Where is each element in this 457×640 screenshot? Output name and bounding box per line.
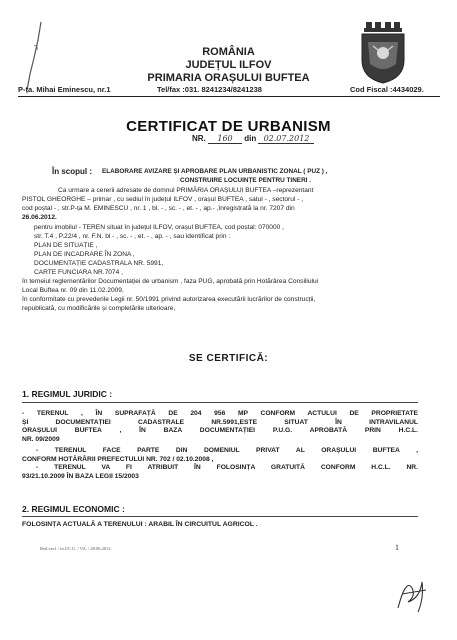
city-hall-name: PRIMARIA ORAȘULUI BUFTEA [147, 72, 310, 84]
fiscal-code-text: Cod Fiscal :4434029. [350, 85, 424, 94]
body-line: pentru imobilul - TEREN situat în județul ILFOV, orașul BUFTEA, cod poștal: 070000 , [34, 224, 284, 231]
paragraph-line: ORAȘULUI BUFTEA , ÎN BAZA DOCUMENTAȚIEI P.U.G. APROBATĂ PRIN H.C.L. [22, 427, 418, 435]
paragraph-line: CONFORM HOTĂRÂRII PREFECTULUI NR. 702 / 02.10.2008 , [22, 455, 214, 463]
scope-line-2: CONSTRUIRE LOCUINȚE PENTRU TINERI . [180, 177, 312, 184]
body-line: PLAN DE SITUAȚIE , [34, 242, 98, 249]
body-line: 26.06.2012. [22, 214, 57, 221]
header-divider [18, 96, 440, 97]
address-text: P-ța. Mihai Eminescu, nr.1 [18, 85, 111, 94]
body-line: cod poștal - , str.P-ța M. EMINESCU , nr. 1 , bl. - , sc. - , et. - , ap.- ,înregistrată la nr. 7207 din [22, 205, 295, 212]
document-title: CERTIFICAT DE URBANISM [126, 118, 331, 135]
paragraph-line: - TERENUL VA FI ATRIBUIT ÎN FOLOSINȚA GRATUITĂ CONFORM H.C.L. NR. [36, 464, 418, 472]
country-name: ROMÂNIA [202, 46, 255, 58]
scope-label: În scopul : [52, 167, 92, 176]
phone-text: Tel/fax :031. 8241234/8241238 [157, 85, 262, 94]
juridic-paragraph-2 [22, 447, 418, 481]
paragraph-line: 93/21.10.2009 ÎN BAZA LEGII 15/2003 [22, 472, 139, 480]
paragraph-line: ȘI DOCUMENTAȚIEI CADASTRALE NR.5991,ESTE SITUAT ÎN INTRAVILANUL [22, 418, 418, 426]
signature-icon [392, 568, 432, 616]
paragraph-line: - TERENUL FACE PARTE DIN DOMENIUL PRIVAT AL ORAȘULUI BUFTEA , [36, 447, 418, 454]
juridic-paragraph-1 [22, 410, 418, 444]
body-line: str. T.4 , P.22/4 , nr. F.N. bl - , sc. - , et. - , ap. - , sau identificat prin : [34, 233, 231, 240]
footer-note: Red.ver.l / ex.I/C.U. / VA. / 28.06.2012. [40, 546, 112, 551]
section-divider [22, 516, 418, 517]
section-juridic-heading: 1. REGIMUL JURIDIC : [22, 389, 113, 399]
body-line: Ca urmare a cererii adresate de domnul PRIMĂRIA ORAȘULUI BUFTEA –reprezentant [58, 187, 314, 194]
body-line: în temeiul reglementărilor Documentației de urbanism , faza PUG, aprobată prin Hotărârea Consiliului [22, 278, 319, 285]
certificate-number: 160 [208, 134, 242, 144]
body-line: PISTOL GHEORGHE – primar , cu sediul în județul ILFOV , orașul BUFTEA , satul - , sectorul - , [22, 196, 304, 203]
county-name: JUDEȚUL ILFOV [185, 59, 272, 71]
din-label: din [244, 134, 257, 143]
certificate-number-line [192, 134, 314, 144]
section-divider [22, 402, 418, 403]
paragraph-line: NR. 09/2009 [22, 435, 60, 443]
se-certifica-heading: SE CERTIFICĂ: [188, 353, 269, 364]
body-line: în conformitate cu prevederile Legii nr. 50/1991 privind autorizarea executării lucrărilor de construcții, [22, 296, 316, 303]
body-line: DOCUMENTAȚIE CADASTRALA NR. 5991, [34, 260, 164, 267]
body-line: republicată, cu modificările și completările ulterioare, [22, 305, 176, 312]
page-number: 1 [395, 543, 399, 552]
economic-line: FOLOSINȚA ACTUALĂ A TERENULUI : ARABIL ÎN CIRCUITUL AGRICOL . [22, 521, 258, 528]
certificate-date: 02.07.2012 [258, 134, 314, 144]
body-line: Local Buftea nr. 09 din 11.02.2009, [22, 287, 124, 294]
paragraph-line: - TERENUL , ÎN SUPRAFAȚĂ DE 204 956 MP CONFORM ACTULUI DE PROPRIETATE [22, 410, 418, 417]
body-line: PLAN DE INCADRARE ÎN ZONA , [34, 251, 135, 258]
section-economic-heading: 2. REGIMUL ECONOMIC : [22, 504, 125, 514]
scope-line-1: ELABORARE AVIZARE ȘI APROBARE PLAN URBANISTIC ZONAL ( PUZ ) , [102, 168, 328, 175]
body-line: CARTE FUNCIARA NR.7074 , [34, 269, 123, 276]
nr-label: NR. [192, 134, 206, 143]
